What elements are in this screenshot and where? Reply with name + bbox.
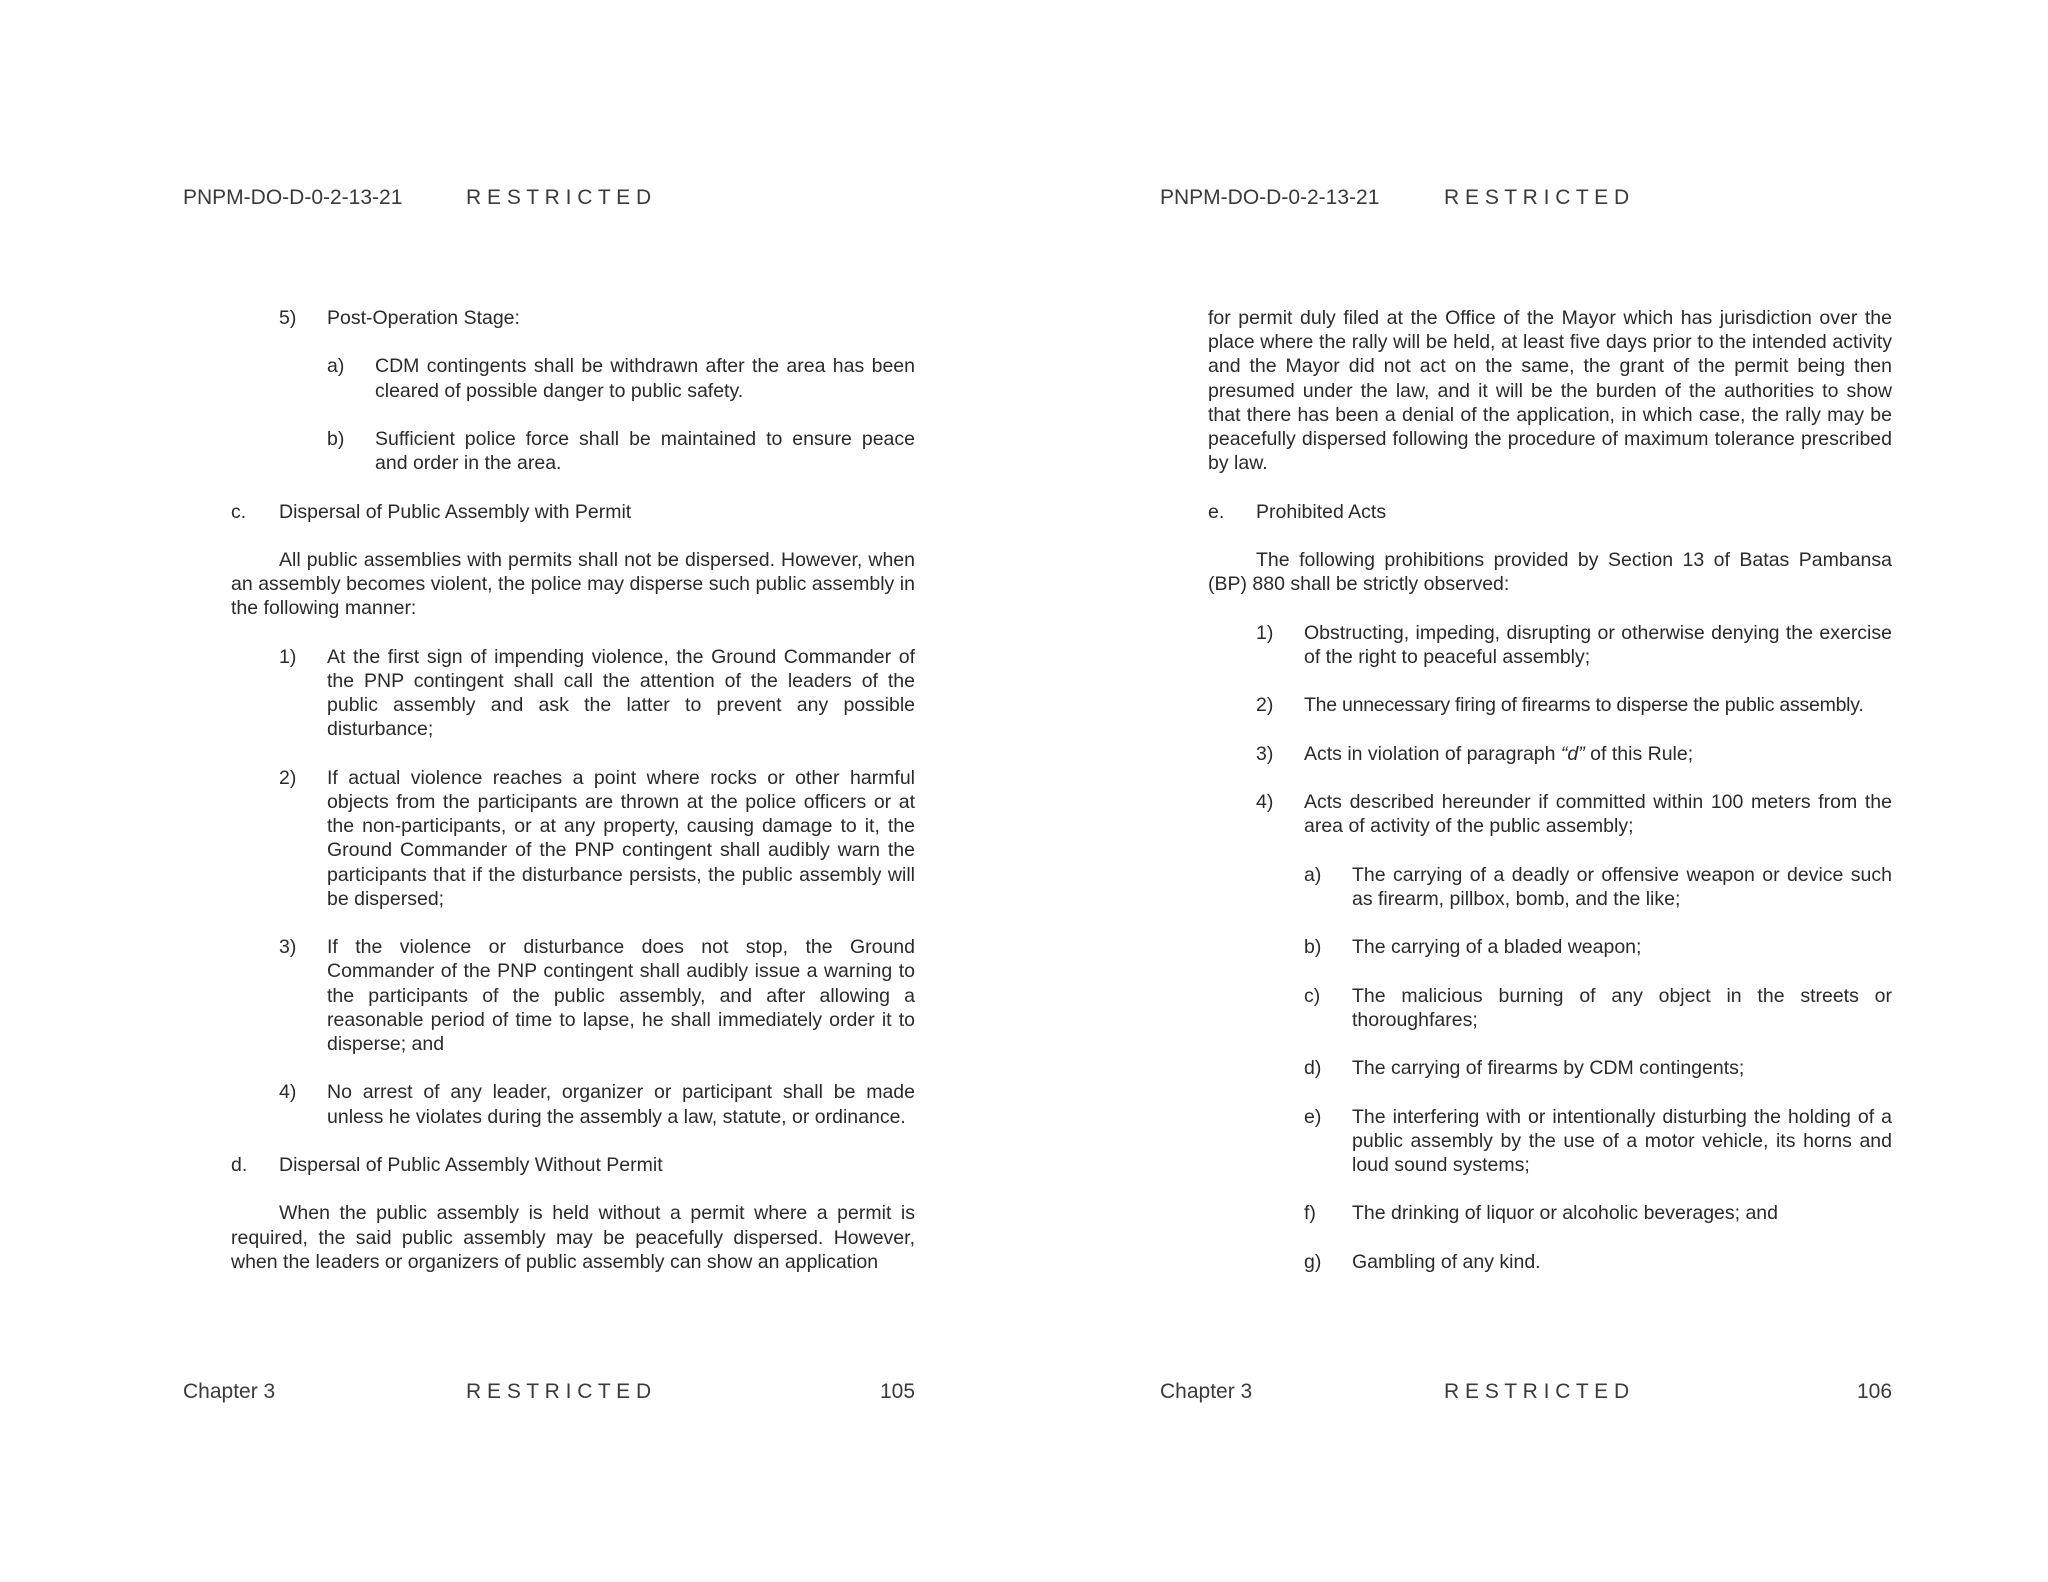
item-text: Dispersal of Public Assembly Without Permit [279, 1153, 663, 1176]
list-item [1208, 935, 1892, 959]
item-marker: 2) [1256, 694, 1274, 717]
item-text: Obstructing, impeding, disrupting or otherwise denying the exercise of the right to peaceful assembly; [1304, 621, 1892, 668]
item-text: At the first sign of impending violence, the Ground Commander of the PNP contingent shall call the attention of the leaders of the public assembly and ask the latter to prevent any possible disturbance; [327, 645, 915, 741]
paragraph: for permit duly filed at the Office of the Mayor which has jurisdiction over the place where the rally will be held, at least five days prior to the intended activity and the Mayor did not act on the same, the grant of the permit being then presumed under the law, and it will be the burden of the authorities to show that there has been a denial of the application, in which case, the rally may be peacefully dispersed following the procedure of maximum tolerance prescribed by law. [1208, 307, 1892, 475]
page-body [231, 306, 915, 1298]
list-item [231, 306, 915, 330]
list-item [1208, 1250, 1892, 1274]
paragraph: When the public assembly is held without a permit where a permit is required, the said public assembly may be peacefully dispersed. However, when the leaders or organizers of public assembly can show an application [231, 1202, 915, 1273]
page-106 [965, 0, 1965, 1582]
list-item [1208, 1056, 1892, 1080]
header-classification: R E S T R I C T E D [1444, 186, 1630, 209]
item-marker: 1) [279, 645, 297, 668]
item-text: The carrying of firearms by CDM contingents; [1352, 1057, 1745, 1080]
item-marker: 2) [279, 766, 297, 789]
section-heading [231, 1153, 915, 1177]
list-item [1208, 1201, 1892, 1225]
item-marker: a) [1304, 863, 1322, 886]
list-item [1208, 790, 1892, 838]
item-marker: g) [1304, 1250, 1322, 1273]
item-text: The carrying of a bladed weapon; [1352, 936, 1642, 959]
item-marker: f) [1304, 1202, 1316, 1225]
item-text [1304, 742, 1892, 766]
item-text: Post-Operation Stage: [327, 307, 520, 329]
item-text: CDM contingents shall be withdrawn after the area has been cleared of possible danger to public safety. [375, 355, 915, 402]
item-marker: 1) [1256, 621, 1274, 644]
header-doc-code: PNPM-DO-D-0-2-13-21 [183, 186, 403, 209]
item-text: The unnecessary firing of firearms to disperse the public assembly. [1304, 694, 1864, 717]
header-classification: R E S T R I C T E D [466, 186, 652, 209]
list-item [1208, 863, 1892, 911]
item-marker: e. [1208, 500, 1225, 523]
page-number: 105 [880, 1380, 916, 1403]
item-text: The drinking of liquor or alcoholic beverages; and [1352, 1202, 1779, 1225]
item-text: Gambling of any kind. [1352, 1250, 1541, 1273]
footer-classification: R E S T R I C T E D [1444, 1380, 1630, 1403]
item-text-part: Acts in violation of paragraph [1304, 742, 1561, 765]
item-marker: 5) [279, 307, 297, 329]
item-marker: b) [1304, 936, 1322, 959]
item-marker: 3) [1256, 742, 1274, 765]
item-marker: a) [327, 355, 345, 378]
item-marker: 3) [279, 936, 297, 959]
paragraph: The following prohibitions provided by Section 13 of Batas Pambansa (BP) 880 shall be strictly observed: [1208, 549, 1892, 596]
item-text: If actual violence reaches a point where rocks or other harmful objects from the participants are thrown at the police officers or at the non-participants, or at any property, causing damage to it, the Ground Commander of the PNP contingent shall audibly warn the participants that if the disturbance persists, the public assembly will be dispersed; [327, 766, 915, 910]
list-item [1208, 1105, 1892, 1178]
item-text-italic: “d” [1560, 742, 1585, 765]
footer-chapter: Chapter 3 [183, 1380, 276, 1403]
item-marker: 4) [279, 1081, 297, 1104]
page-number: 106 [1857, 1380, 1893, 1403]
item-marker: b) [327, 427, 345, 450]
item-text: If the violence or disturbance does not stop, the Ground Commander of the PNP contingent shall audibly issue a warning to the participants of the public assembly, and after allowing a reasonable period of time to lapse, he shall immediately order it to disperse; and [327, 936, 915, 1055]
item-text: Dispersal of Public Assembly with Permit [279, 500, 632, 523]
section-heading [231, 500, 915, 524]
item-text: The carrying of a deadly or offensive weapon or device such as firearm, pillbox, bomb, and the like; [1352, 863, 1892, 910]
item-text: No arrest of any leader, organizer or participant shall be made unless he violates during the assembly a law, statute, or ordinance. [327, 1081, 915, 1128]
list-item [1208, 693, 1892, 717]
list-item [231, 354, 915, 402]
list-item [231, 427, 915, 475]
list-item [1208, 984, 1892, 1032]
page-body [1208, 306, 1892, 1298]
page-105 [0, 0, 1000, 1582]
item-marker: d) [1304, 1057, 1322, 1080]
footer-chapter: Chapter 3 [1160, 1380, 1253, 1403]
paragraph: All public assemblies with permits shall not be dispersed. However, when an assembly becomes violent, the police may disperse such public assembly in the following manner: [231, 548, 915, 620]
item-marker: c. [231, 500, 247, 523]
item-marker: c) [1304, 984, 1321, 1007]
item-text: Sufficient police force shall be maintained to ensure peace and order in the area. [375, 427, 915, 475]
list-item [231, 645, 915, 742]
item-text: Acts described hereunder if committed within 100 meters from the area of activity of the public assembly; [1304, 790, 1892, 838]
section-heading [1208, 500, 1892, 524]
list-item [231, 766, 915, 911]
item-marker: d. [231, 1153, 248, 1176]
item-text: The malicious burning of any object in the streets or thoroughfares; [1352, 984, 1892, 1031]
list-item [231, 935, 915, 1056]
item-text-part: of this Rule; [1584, 742, 1694, 765]
list-item [1208, 742, 1892, 766]
list-item [231, 1080, 915, 1128]
list-item [1208, 621, 1892, 669]
header-doc-code: PNPM-DO-D-0-2-13-21 [1160, 186, 1380, 209]
item-marker: 4) [1256, 790, 1274, 813]
item-text: Prohibited Acts [1256, 500, 1387, 523]
item-text: The interfering with or intentionally disturbing the holding of a public assembly by the use of a motor vehicle, its horns and loud sound systems; [1352, 1105, 1892, 1176]
item-marker: e) [1304, 1105, 1322, 1128]
footer-classification: R E S T R I C T E D [466, 1380, 652, 1403]
